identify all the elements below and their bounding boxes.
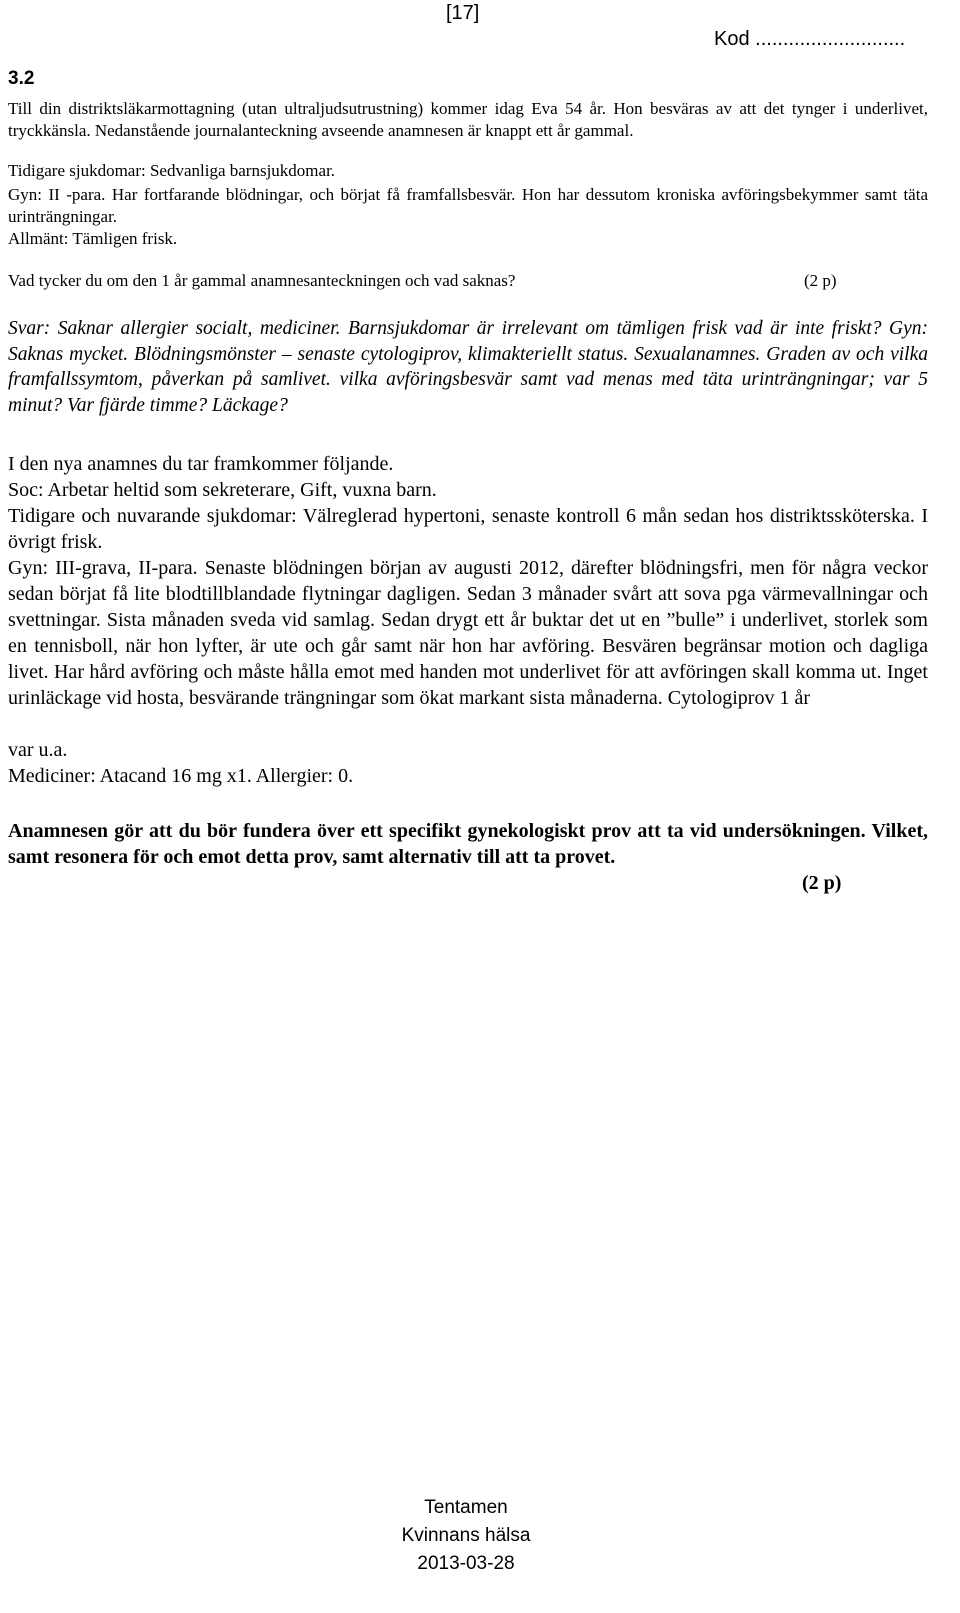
footer-course-info [0,1494,932,1578]
answer-1: Svar: Saknar allergier socialt, mediciner. Barnsjukdomar är irrelevant om tämligen frisk vad är inte friskt? Gyn: Saknas mycket. Blödningsmönster – senaste cytologiprov, klimakteriellt status. Sexualanamnes. Graden av och vilka framfallssymtom, påverkan på samlivet. vilka avföringsbesvär samt vad menas med täta urinträngningar; var 5 minut? Var fjärde timme? Läckage? [8,318,928,416]
question-1-points: (2 p) [804,271,837,290]
new-anamnesis-soc: Soc: Arbetar heltid som sekreterare, Gift, vuxna barn. [8,479,437,501]
case-general: Allmänt: Tämligen frisk. [8,229,178,248]
page-number: [17] [446,2,480,24]
new-anamnesis-diseases: Tidigare och nuvarande sjukdomar: Välreglerad hypertoni, senaste kontroll 6 mån sedan hos distriktssköterska. I övrigt frisk. [8,505,928,553]
new-anamnesis-gyn-cont: var u.a. [8,739,68,761]
question-2-points: (2 p) [802,872,842,894]
question-number: 3.2 [8,68,35,89]
new-anamnesis-gyn: Gyn: III-grava, II-para. Senaste blödningen början av augusti 2012, därefter blödningsfri, men för några veckor sedan börjat få lite blodtillblandade flytningar dagligen. Sedan 3 månader svårt att sova pga värmevallningar och svettningar. Sista månaden sveda vid samlag. Sedan drygt ett år buktar det ut en ”bulle” i underlivet, storlek som en tennisboll, när hon lyfter, är ute och går samt när hon har avföring. Besvären begränsar motion och dagliga livet. Har hård avföring och måste hålla emot med handen mot underlivet för att avföringen skall komma ut. Inget urinläckage vid hosta, besvärande trängningar som ökat markant sista månaderna. Cytologiprov 1 år [8,557,928,709]
footer-line-3: 2013-03-28 [417,1553,515,1574]
case-gyn: Gyn: II -para. Har fortfarande blödningar, och börjat få framfallsbesvär. Hon har dessutom kroniska avföringsbekymmer samt täta urinträngningar. [8,185,928,226]
footer-line-1: Tentamen [424,1497,508,1518]
new-anamnesis-intro: I den nya anamnes du tar framkommer följande. [8,453,394,475]
kod-field: Kod ........................... [714,28,906,50]
question-1-text: Vad tycker du om den 1 år gammal anamnesanteckningen och vad saknas? [8,271,516,290]
previous-diseases: Tidigare sjukdomar: Sedvanliga barnsjukdomar. [8,161,336,180]
footer-line-2: Kvinnans hälsa [401,1525,531,1546]
case-intro: Till din distriktsläkarmottagning (utan ultraljudsutrustning) kommer idag Eva 54 år. Hon besväras av att det tynger i underlivet, tryckkänsla. Nedanstående journalanteckning avseende anamnesen är knappt ett år gammal. [8,99,928,140]
new-anamnesis-meds: Mediciner: Atacand 16 mg x1. Allergier: 0. [8,765,354,787]
question-2-text: Anamnesen gör att du bör fundera över ett specifikt gynekologiskt prov att ta vid undersökningen. Vilket, samt resonera för och emot detta prov, samt alternativ till att ta provet. [8,820,928,868]
